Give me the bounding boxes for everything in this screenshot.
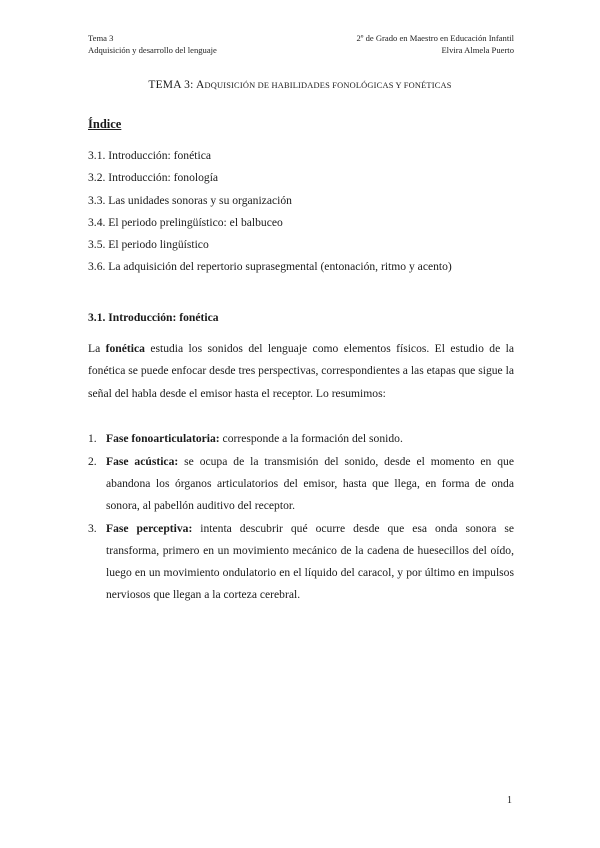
- index-item: 3.5. El periodo lingüístico: [88, 238, 209, 252]
- phase-number: 3.: [88, 521, 97, 535]
- header-left: [88, 33, 217, 56]
- header-right: [356, 33, 514, 56]
- index-item: 3.2. Introducción: fonología: [88, 171, 219, 185]
- phase-number: 1.: [88, 432, 97, 445]
- phase-term: Fase perceptiva:: [106, 521, 193, 535]
- phases-list: [88, 428, 514, 607]
- header-subject: Adquisición y desarrollo del lenguaje: [88, 44, 217, 55]
- intro-post: estudia los sonidos del lenguaje como elementos físicos. El estudio de la fonética se puede enfocar desde tres perspectivas, correspondientes a las etapas que sigue la señal del habla desde el emisor hasta el receptor. Lo resumimos:: [88, 342, 514, 400]
- phase-item: [88, 518, 514, 607]
- header-author: Elvira Almela Puerto: [441, 44, 514, 55]
- index-item: 3.6. La adquisición del repertorio suprasegmental (entonación, ritmo y acento): [88, 260, 452, 274]
- header-topic: Tema 3: [88, 33, 114, 43]
- header-degree: 2º de Grado en Maestro en Educación Infantil: [356, 33, 514, 43]
- page-title-prefix: TEMA 3: A: [148, 79, 205, 91]
- index-heading: Índice: [88, 117, 122, 131]
- phase-text: intenta descubrir qué ocurre desde que esa onda sonora se transforma, primero en un movimiento mecánico de la cadena de huesecillos del oído, luego en un movimiento ondulatorio en el líquido del caracol, y por último en impulsos nerviosos que llegan a la corteza cerebral.: [106, 521, 514, 602]
- index-item: 3.1. Introducción: fonética: [88, 149, 211, 162]
- phase-text: se ocupa de la transmisión del sonido, desde el momento en que abandona los órganos articulatorios del emisor, hasta que llega, en forma de onda sonora, al pabellón auditivo del receptor.: [106, 454, 514, 513]
- page-title: [0, 79, 600, 91]
- index-item: 3.3. Las unidades sonoras y su organización: [88, 193, 292, 207]
- page-number: 1: [507, 795, 512, 806]
- intro-pre: La: [88, 342, 106, 355]
- index-list: [88, 149, 452, 283]
- phase-term: Fase acústica:: [106, 454, 179, 468]
- phase-item: [88, 428, 514, 450]
- intro-bold-term: fonética: [105, 342, 145, 355]
- page-title-rest: DQUISICIÓN DE HABILIDADES FONOLÓGICAS Y FONÉTICAS: [204, 81, 452, 90]
- phase-item: [88, 451, 514, 518]
- section-heading: 3.1. Introducción: fonética: [88, 311, 219, 324]
- phase-term: Fase fonoarticulatoria:: [106, 432, 220, 445]
- index-item: 3.4. El periodo prelingüístico: el balbuceo: [88, 215, 283, 229]
- phase-text: corresponde a la formación del sonido.: [219, 432, 403, 445]
- phase-number: 2.: [88, 454, 97, 468]
- section-intro-paragraph: [88, 338, 514, 405]
